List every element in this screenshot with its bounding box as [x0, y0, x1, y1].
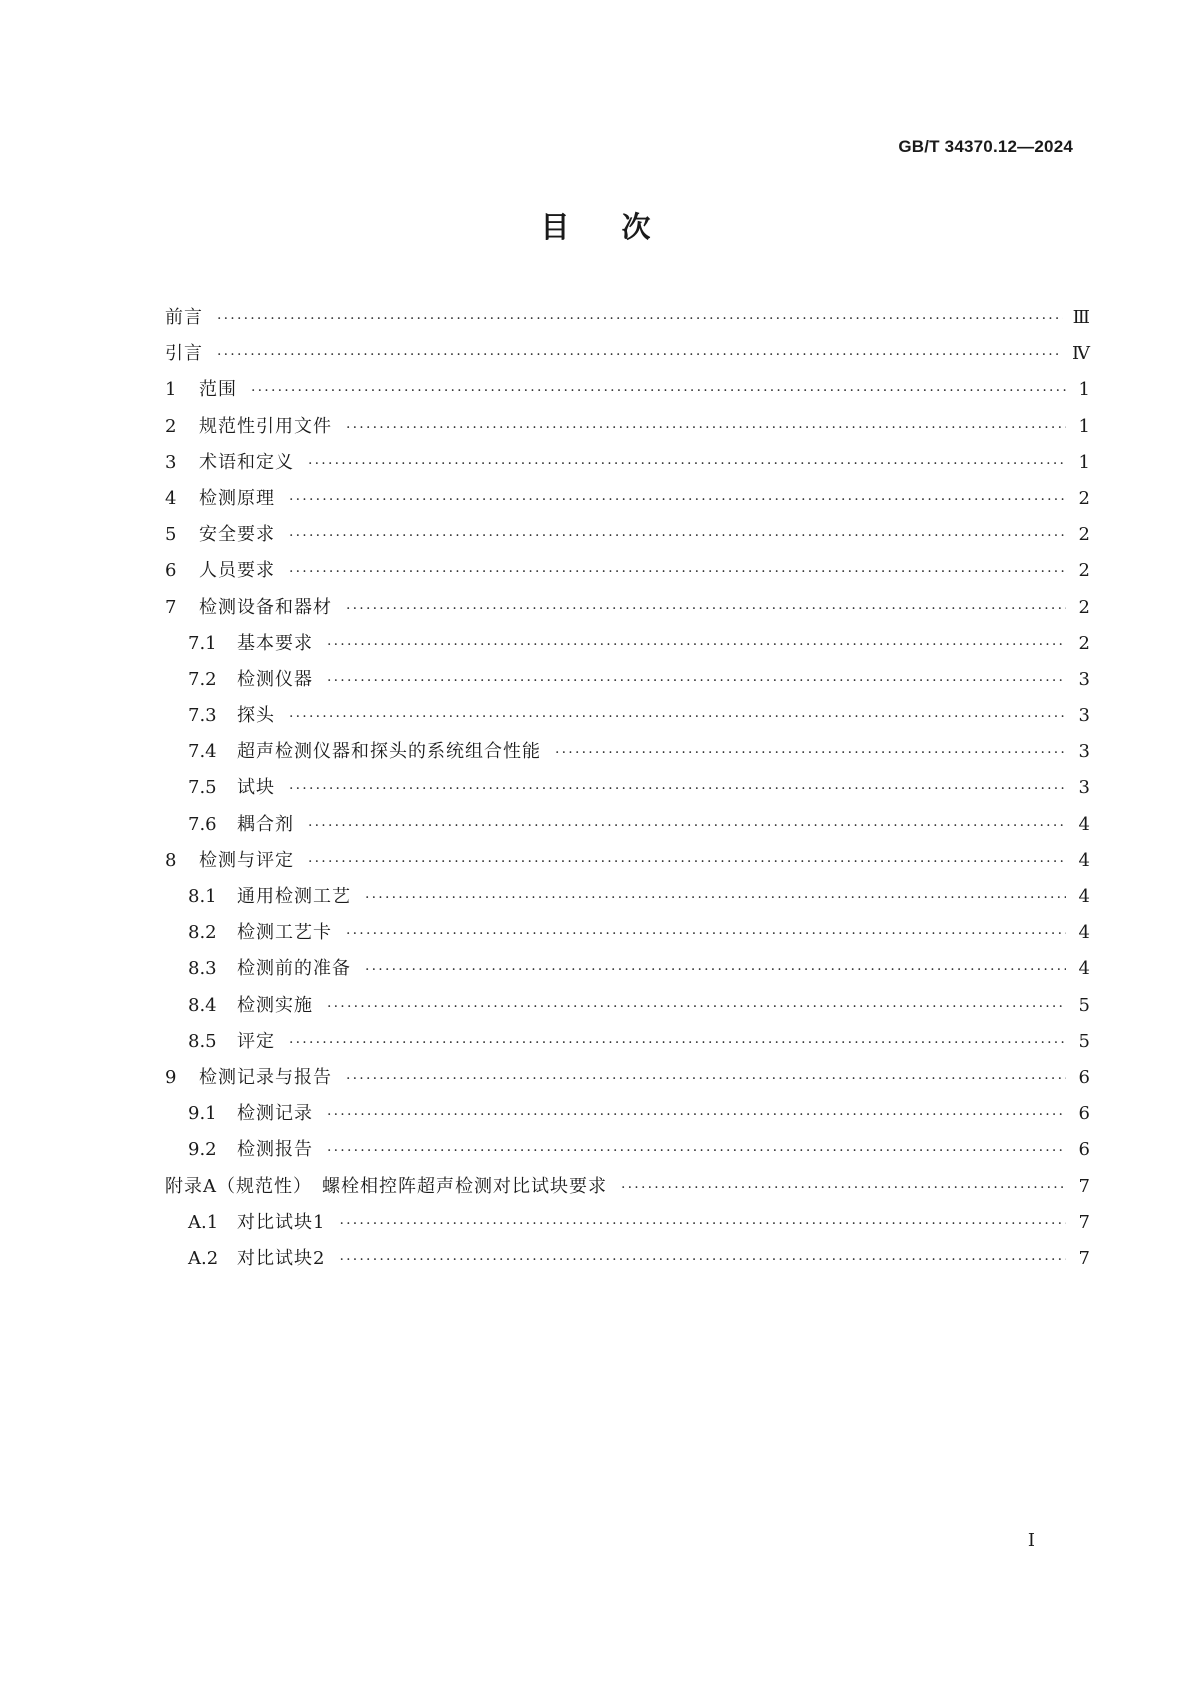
toc-dot-leader	[308, 808, 1066, 844]
toc-entry-page: Ⅲ	[1072, 307, 1090, 328]
toc-entry[interactable]	[165, 481, 1090, 517]
toc-entry[interactable]	[165, 1096, 1090, 1132]
toc-entry-title: 检测与评定	[199, 849, 294, 871]
toc-dot-leader	[339, 1206, 1066, 1242]
toc-entry-number: 6	[165, 560, 177, 582]
toc-entry-number: 7.1	[188, 632, 217, 654]
toc-entry-page: 7	[1078, 1211, 1090, 1233]
toc-entry-page: 1	[1078, 415, 1090, 437]
toc-entry-title: 前言	[165, 307, 203, 328]
toc-entry[interactable]	[165, 445, 1090, 481]
page-title-char-2: 次	[621, 210, 651, 244]
toc-entry-number: 2	[165, 415, 177, 437]
toc-entry-number: 5	[165, 524, 177, 546]
toc-dot-leader	[365, 880, 1066, 916]
toc-dot-leader	[289, 482, 1066, 518]
toc-dot-leader	[217, 337, 1062, 373]
toc-entry-title: 试块	[237, 777, 275, 799]
toc-dot-leader	[289, 699, 1066, 735]
toc-entry-page: 2	[1078, 560, 1090, 582]
toc-entry-page: 6	[1078, 1103, 1090, 1125]
toc-dot-leader	[327, 627, 1066, 663]
toc-dot-leader	[327, 1133, 1066, 1169]
toc-entry-title: 安全要求	[199, 524, 275, 546]
toc-entry[interactable]	[165, 372, 1090, 408]
toc-entry-title: 检测原理	[199, 487, 275, 509]
toc-entry-page: 3	[1078, 777, 1090, 799]
toc-entry-number: 7.6	[188, 813, 217, 835]
toc-entry-title: 检测报告	[237, 1139, 313, 1161]
toc-dot-leader	[346, 916, 1066, 952]
toc-entry-title: 检测前的准备	[237, 958, 351, 980]
toc-dot-leader	[289, 554, 1066, 590]
toc-entry-page: 1	[1078, 451, 1090, 473]
toc-entry-page: 3	[1078, 668, 1090, 690]
toc-entry-title: 耦合剂	[237, 813, 294, 835]
toc-entry-page: 2	[1078, 596, 1090, 618]
toc-dot-leader	[251, 373, 1066, 409]
toc-entry-title: 引言	[165, 343, 203, 365]
toc-entry-number: 7.4	[188, 741, 217, 763]
toc-entry[interactable]	[165, 951, 1090, 987]
toc-entry-page: 6	[1078, 1066, 1090, 1088]
toc-entry[interactable]	[165, 915, 1090, 951]
toc-entry-number: 7.5	[188, 777, 217, 799]
toc-entry-number: 9.1	[188, 1103, 217, 1125]
page-title	[0, 205, 1191, 246]
toc-entry-number: 4	[165, 487, 177, 509]
toc-entry-title: 检测记录与报告	[199, 1066, 332, 1088]
toc-entry[interactable]	[165, 517, 1090, 553]
toc-entry-number: 8.3	[188, 958, 217, 980]
toc-dot-leader	[346, 591, 1066, 627]
table-of-contents	[165, 300, 1090, 1277]
toc-entry[interactable]	[165, 843, 1090, 879]
toc-entry-title: 检测设备和器材	[199, 596, 332, 618]
toc-dot-leader	[308, 844, 1066, 880]
toc-entry-title: 对比试块2	[237, 1247, 326, 1269]
toc-entry-page: 7	[1078, 1175, 1090, 1197]
toc-entry-page: 3	[1078, 741, 1090, 763]
toc-entry[interactable]	[165, 1241, 1090, 1277]
toc-entry[interactable]	[165, 626, 1090, 662]
toc-entry[interactable]	[165, 1132, 1090, 1168]
toc-entry[interactable]	[165, 770, 1090, 806]
toc-dot-leader	[327, 989, 1066, 1025]
toc-entry-title: 人员要求	[199, 560, 275, 582]
toc-entry-title: 评定	[237, 1030, 275, 1052]
toc-entry-page: 3	[1078, 705, 1090, 727]
toc-entry-page: 5	[1078, 1030, 1090, 1052]
toc-entry-page: 4	[1078, 958, 1090, 980]
toc-dot-leader	[621, 1170, 1066, 1206]
toc-entry-number: 8.4	[188, 994, 217, 1016]
toc-entry-number: 3	[165, 451, 177, 473]
toc-entry-number: 7	[165, 596, 177, 618]
toc-entry-number: A.1	[188, 1211, 219, 1233]
toc-entry-page: 4	[1078, 849, 1090, 871]
toc-entry-page: 4	[1078, 886, 1090, 907]
toc-entry[interactable]	[165, 409, 1090, 445]
toc-entry-number: 8	[165, 849, 177, 871]
toc-entry[interactable]	[165, 590, 1090, 626]
toc-entry[interactable]	[165, 807, 1090, 843]
toc-entry-page: 4	[1078, 813, 1090, 835]
toc-entry-page: 5	[1078, 994, 1090, 1016]
toc-entry-title: 规范性引用文件	[199, 415, 332, 437]
toc-entry-title: 术语和定义	[199, 451, 294, 473]
toc-entry-title: 基本要求	[237, 632, 313, 654]
toc-entry-number: A.2	[188, 1247, 219, 1269]
toc-entry-number: 9.2	[188, 1139, 217, 1161]
toc-entry[interactable]	[165, 734, 1090, 770]
toc-entry-title: 附录A（规范性） 螺栓相控阵超声检测对比试块要求	[165, 1175, 607, 1197]
toc-entry-page: 2	[1078, 524, 1090, 546]
toc-entry-number: 9	[165, 1066, 177, 1088]
toc-entry-number: 7.3	[188, 705, 217, 727]
toc-entry[interactable]	[165, 1060, 1090, 1096]
toc-entry-number: 8.5	[188, 1030, 217, 1052]
toc-dot-leader	[308, 446, 1066, 482]
toc-entry[interactable]	[165, 879, 1090, 915]
toc-dot-leader	[346, 410, 1066, 446]
toc-entry-number: 8.2	[188, 922, 217, 944]
toc-entry-title: 通用检测工艺	[237, 886, 351, 907]
toc-entry[interactable]	[165, 1205, 1090, 1241]
toc-entry-page: 2	[1078, 487, 1090, 509]
standard-code: GB/T 34370.12—2024	[898, 137, 1073, 156]
toc-entry-title: 检测记录	[237, 1103, 313, 1125]
toc-entry-page: 6	[1078, 1139, 1090, 1161]
toc-entry-number: 8.1	[188, 886, 217, 907]
toc-entry-title: 超声检测仪器和探头的系统组合性能	[237, 741, 541, 763]
toc-entry-title: 检测实施	[237, 994, 313, 1016]
toc-entry-page: 4	[1078, 922, 1090, 944]
toc-dot-leader	[327, 1097, 1066, 1133]
toc-entry-title: 探头	[237, 705, 275, 727]
toc-entry-title: 检测工艺卡	[237, 922, 332, 944]
toc-entry-number: 1	[165, 379, 177, 401]
toc-entry-page: 7	[1078, 1247, 1090, 1269]
toc-entry[interactable]	[165, 553, 1090, 589]
toc-dot-leader	[365, 952, 1066, 988]
toc-entry[interactable]	[165, 300, 1090, 336]
toc-dot-leader	[289, 771, 1066, 807]
toc-entry-title: 范围	[199, 379, 237, 401]
toc-entry-page: 2	[1078, 632, 1090, 654]
toc-entry[interactable]	[165, 336, 1090, 372]
toc-entry[interactable]	[165, 698, 1090, 734]
toc-entry-number: 7.2	[188, 668, 217, 690]
toc-entry-title: 对比试块1	[237, 1211, 326, 1233]
toc-dot-leader	[217, 301, 1063, 337]
page-title-char-1: 目	[540, 210, 570, 244]
toc-entry[interactable]	[165, 988, 1090, 1024]
toc-entry-page: Ⅳ	[1072, 343, 1090, 365]
toc-dot-leader	[289, 518, 1066, 554]
page-folio: I	[1027, 1530, 1035, 1551]
toc-dot-leader	[339, 1242, 1066, 1278]
toc-entry[interactable]	[165, 1169, 1090, 1205]
toc-dot-leader	[346, 1061, 1066, 1097]
toc-dot-leader	[289, 1025, 1066, 1061]
toc-entry-page: 1	[1078, 379, 1090, 401]
toc-entry[interactable]	[165, 662, 1090, 698]
toc-dot-leader	[327, 663, 1066, 699]
toc-entry[interactable]	[165, 1024, 1090, 1060]
toc-entry-title: 检测仪器	[237, 668, 313, 690]
toc-dot-leader	[555, 735, 1066, 771]
